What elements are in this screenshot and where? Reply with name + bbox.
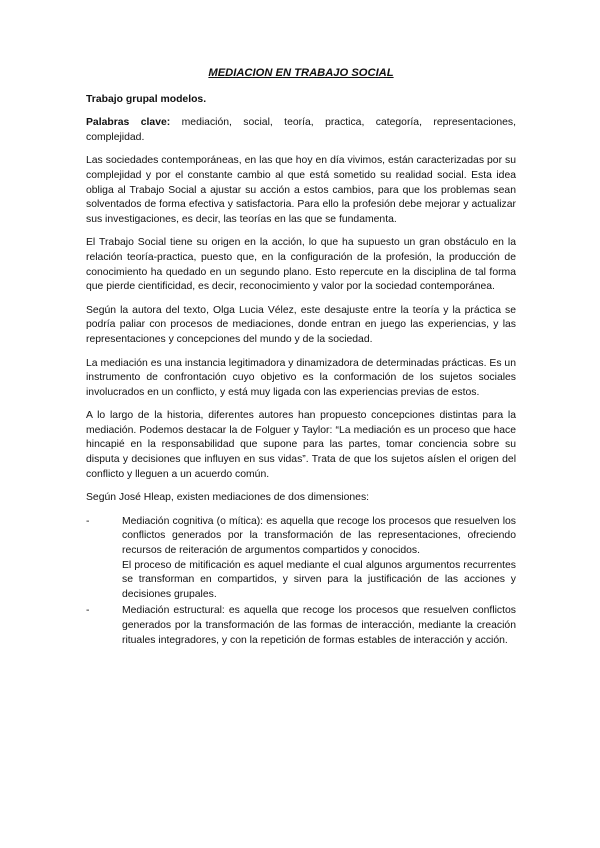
- list-intro: Según José Hleap, existen mediaciones de dos dimensiones:: [86, 492, 370, 504]
- dimensions-list: [86, 515, 516, 648]
- list-item: [86, 604, 516, 648]
- body-paragraph-3: Según la autora del texto, Olga Lucia Vélez, este desajuste entre la teoría y la práctica se podría paliar con procesos de mediaciones, donde entran en juego las experiencias, y las representaciones y concepciones del mundo y de la sociedad.: [86, 304, 516, 345]
- list-item-text: Mediación cognitiva (o mítica): es aquella que recoge los procesos que resuelven los conflictos generados por la transformación de las representaciones, ofreciendo recursos de reiteración de argumentos compartidos y conocidos.: [122, 515, 516, 557]
- document-subtitle: Trabajo grupal modelos.: [86, 93, 207, 105]
- list-item: [86, 515, 516, 603]
- keywords-text: mediación, social, teoría, practica, categoría, representaciones, complejidad.: [86, 117, 516, 143]
- document-page: [86, 66, 516, 650]
- keywords-paragraph: [86, 116, 516, 145]
- body-paragraph-4: La mediación es una instancia legitimadora y dinamizadora de determinadas prácticas. Es un instrumento de confrontación cuyo objetivo es la conformación de los sujetos sociales involucrados en un conflicto, y está muy ligada con las experiencias previas de estos.: [86, 357, 516, 398]
- list-item-extra: El proceso de mitificación es aquel mediante el cual algunos argumentos recurrentes se transforman en compartidos, y sirven para la justificación de las acciones y decisiones grupales.: [122, 559, 516, 600]
- list-bullet-dash: -: [86, 605, 90, 617]
- body-paragraph-5: A lo largo de la historia, diferentes autores han propuesto concepciones distintas para la mediación. Podemos destacar la de Folguer y Taylor: “La mediación es un proceso que hace hincapié en la responsabilidad que supone para las partes, tomar conciencia sobre su disputa y decisiones que influyen en sus vidas”. Trata de que los sujetos aíslen el origen del conflicto y lleguen a un acuerdo común.: [86, 410, 516, 480]
- body-paragraph-1: Las sociedades contemporáneas, en las que hoy en día vivimos, están caracterizadas por su complejidad y por el constante cambio al que está sometido su realidad social. Esta idea obliga al Trabajo Social a ajustar su acción a estos cambios, para que los problemas sean solventados de forma efectiva y satisfactoria. Para ello la profesión debe mejorar y actualizar sus investigaciones, es decir, las teorías en las que se fundamenta.: [86, 155, 516, 225]
- document-title: MEDIACION EN TRABAJO SOCIAL: [208, 67, 394, 79]
- list-bullet-dash: -: [86, 515, 90, 527]
- body-paragraph-2: El Trabajo Social tiene su origen en la acción, lo que ha supuesto un gran obstáculo en la relación teoría-practica, puesto que, en la configuración de la profesión, la producción de conocimiento ha quedado en un segundo plano. Esto repercute en la disciplina de tal forma que pierde cientificidad, es decir, reconocimiento y valor por la sociedad contemporánea.: [86, 237, 516, 293]
- keywords-label: Palabras clave:: [86, 117, 171, 129]
- list-item-text: Mediación estructural: es aquella que recoge los procesos que resuelven conflictos generados por la transformación de las formas de interacción, mediante la creación rituales integradores, y con la repetición de formas estables de interacción y acción.: [122, 605, 516, 646]
